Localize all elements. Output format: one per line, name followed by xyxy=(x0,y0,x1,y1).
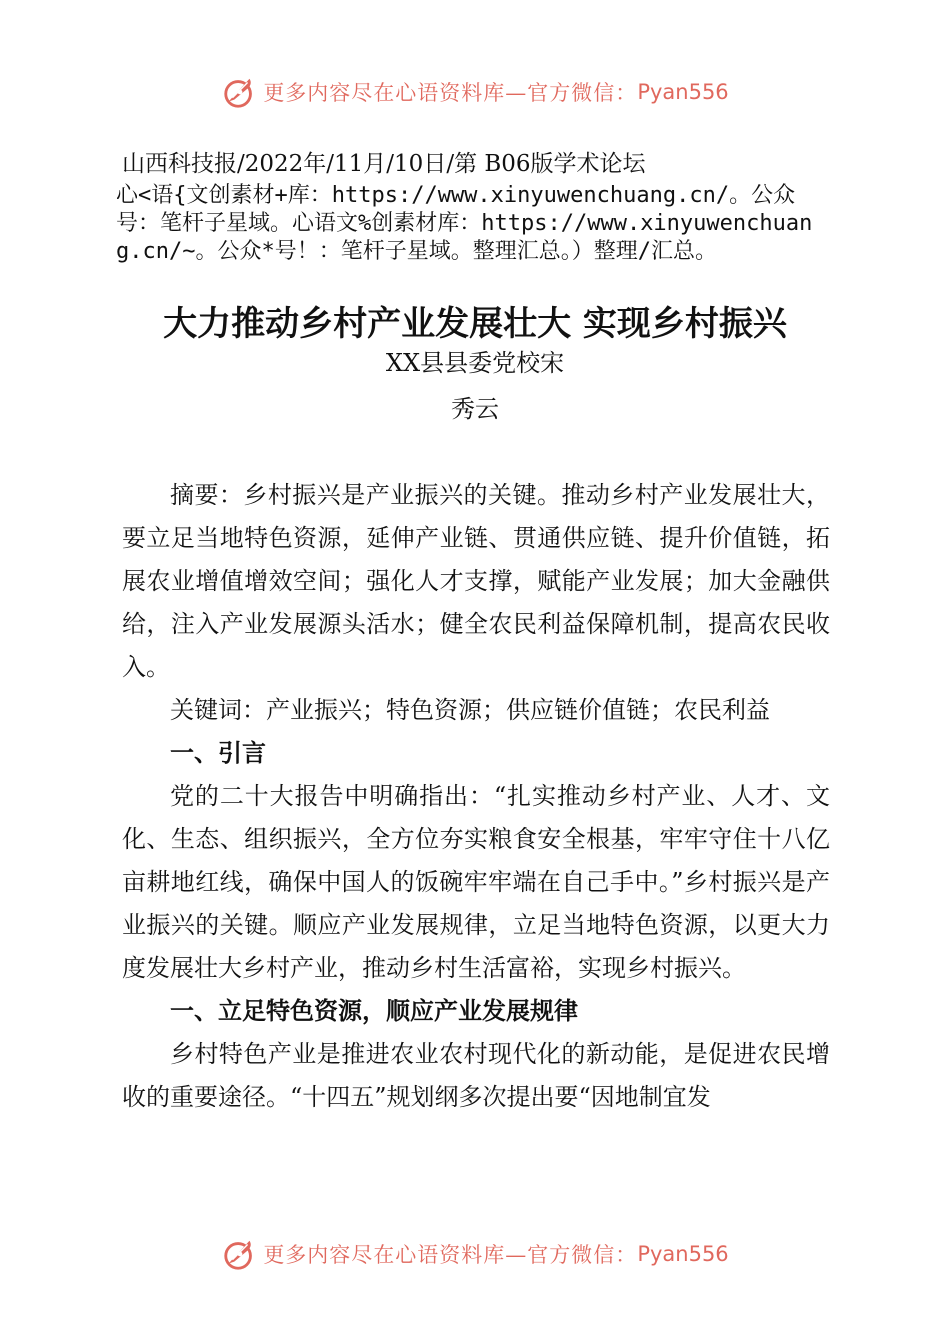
watermark-banner-top xyxy=(0,72,950,112)
quill-logo-icon xyxy=(221,1235,259,1273)
notice-text: 心<语{文创素材+库：https://www.xinyuwenchuang.cn/。公众号：笔杆子星域。心语文%创素材库：https://www.xinyuwenchuang.cn/~。公众*号！：笔杆子星域。整理汇总。）整理/汇总。 xyxy=(116,183,813,264)
intro-paragraph: 党的二十大报告中明确指出：“扎实推动乡村产业、人才、文化、生态、组织振兴，全方位夯实粮食安全根基，牢牢守住十八亿亩耕地红线，确保中国人的饭碗牢牢端在自己手中。”乡村振兴是产业振兴的关键。顺应产业发展规律，立足当地特色资源，以更大力度发展壮大乡村产业，推动乡村生活富裕，实现乡村振兴。 xyxy=(122,782,830,982)
keywords-paragraph: 关键词：产业振兴；特色资源；供应链价值链；农民利益 xyxy=(170,696,770,724)
author-name: 秀云 xyxy=(451,395,499,423)
watermark-banner-bottom xyxy=(0,1234,950,1274)
source-line: 山西科技报/2022年/11月/10日/第 B06版学术论坛 xyxy=(122,151,646,177)
author-line: XX县县委党校宋 xyxy=(385,349,565,377)
page-title: 大力推动乡村产业发展壮大 实现乡村振兴 xyxy=(163,304,787,344)
watermark-text: 更多内容尽在心语资料库—官方微信： xyxy=(263,81,638,105)
watermark-wechat-id: Pyan556 xyxy=(637,80,729,104)
article-body xyxy=(122,474,830,1119)
watermark-text: 更多内容尽在心语资料库—官方微信： xyxy=(263,1243,638,1267)
watermark-wechat-id: Pyan556 xyxy=(637,1242,729,1266)
quill-logo-icon xyxy=(221,73,259,111)
section-heading-intro: 一、引言 xyxy=(170,739,266,767)
abstract-paragraph: 摘要：乡村振兴是产业振兴的关键。推动乡村产业发展壮大，要立足当地特色资源，延伸产业链、贯通供应链、提升价值链，拓展农业增值增效空间；强化人才支撑，赋能产业发展；加大金融供给，注入产业发展源头活水；健全农民利益保障机制，提高农民收入。 xyxy=(122,481,830,681)
resources-paragraph: 乡村特色产业是推进农业农村现代化的新动能，是促进农民增收的重要途径。“十四五”规划纲多次提出要“因地制宜发 xyxy=(122,1040,830,1111)
section-heading-resources: 一、立足特色资源，顺应产业发展规律 xyxy=(170,997,578,1025)
